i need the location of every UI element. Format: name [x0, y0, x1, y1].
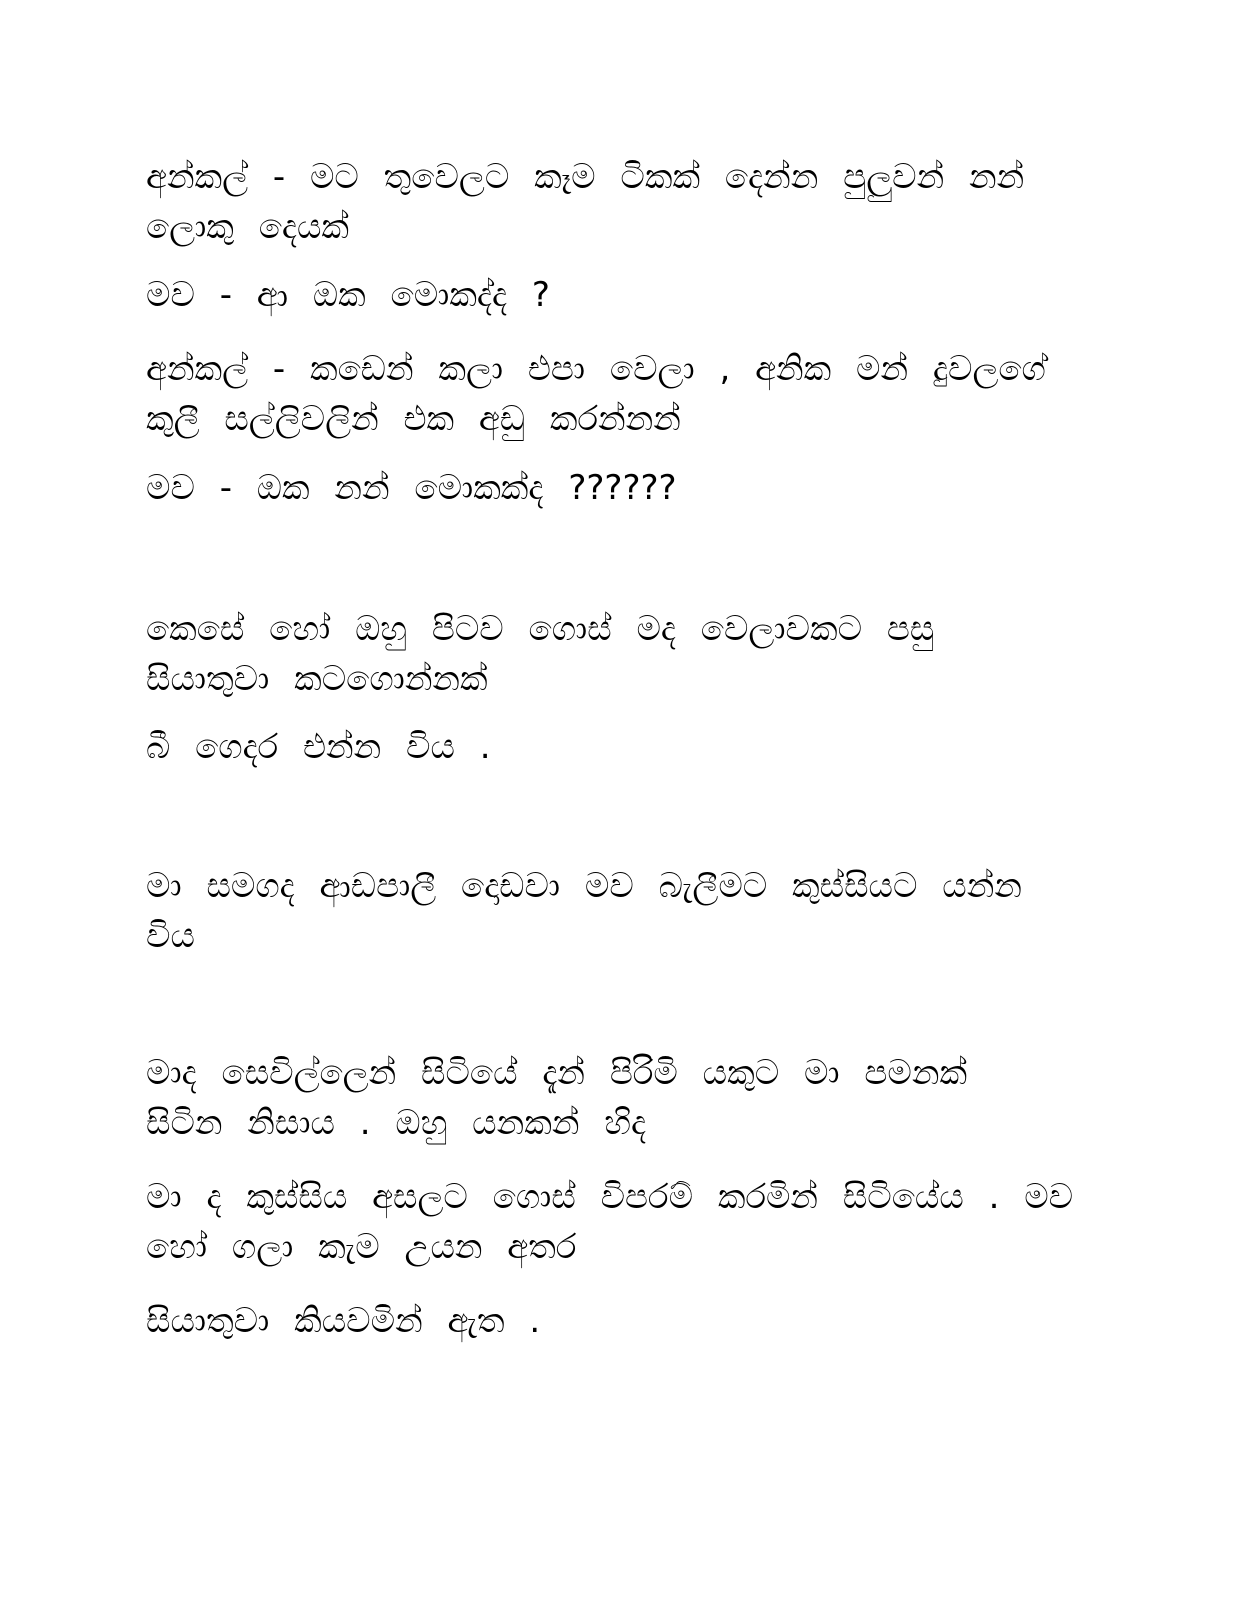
text-line: මාද සෙවිල්ලෙන් සිටියේ දැන් පිරිමි යකුට මා පමනක්	[146, 1053, 968, 1093]
text-line: කුලී සල්ලිවලින් එක අඩු කරන්නන්	[146, 399, 681, 439]
text-line: මා ද කුස්සිය අසලට ගොස් විපරම් කරමින් සිටියේය . මව	[146, 1177, 1074, 1217]
text-line: සියාතුවා කියවමින් ඇත .	[146, 1301, 541, 1341]
text-line: මා සමගද ආඩපාලී දොඩවා මව බැලීමට කුස්සියට යන්න	[146, 866, 1022, 906]
paragraph-2	[146, 270, 1076, 320]
paragraph-10	[146, 1296, 1076, 1346]
paragraph-9	[146, 1172, 1076, 1272]
text-line: අන්කල් - මට තුවෙලට කෑම ටිකක් දෙන්න පුලුවන් නන්	[146, 157, 1025, 197]
text-line: සියාතුවා කටගොන්නක්	[146, 659, 488, 699]
text-line: ලොකු දෙයක්	[146, 207, 350, 247]
text-line: මව - ඔක නන් මොකක්ද ??????	[146, 468, 677, 508]
paragraph-6	[146, 722, 1076, 772]
text-line: විය	[146, 916, 195, 956]
text-line: හෝ ගලා කැම උයන අතර	[146, 1227, 577, 1267]
text-line: බී ගෙදර එන්න විය .	[146, 727, 491, 767]
paragraph-1	[146, 152, 1076, 252]
paragraph-8	[146, 1048, 1076, 1148]
paragraph-4	[146, 463, 1076, 513]
text-line: මව - ආ ඔක මොකද්ද ?	[146, 275, 550, 315]
text-line: සිටින නිසාය . ඔහු යනකන් හිද	[146, 1103, 647, 1143]
text-line: කෙසේ හෝ ඔහු පිටව ගොස් මද වෙලාවකට පසු	[146, 609, 935, 649]
paragraph-3	[146, 344, 1076, 444]
paragraph-7	[146, 861, 1076, 961]
text-line: අන්කල් - කඩෙන් කලා එපා වෙලා , අනික මන් දුවලගේ	[146, 349, 1046, 389]
paragraph-5	[146, 604, 1076, 704]
